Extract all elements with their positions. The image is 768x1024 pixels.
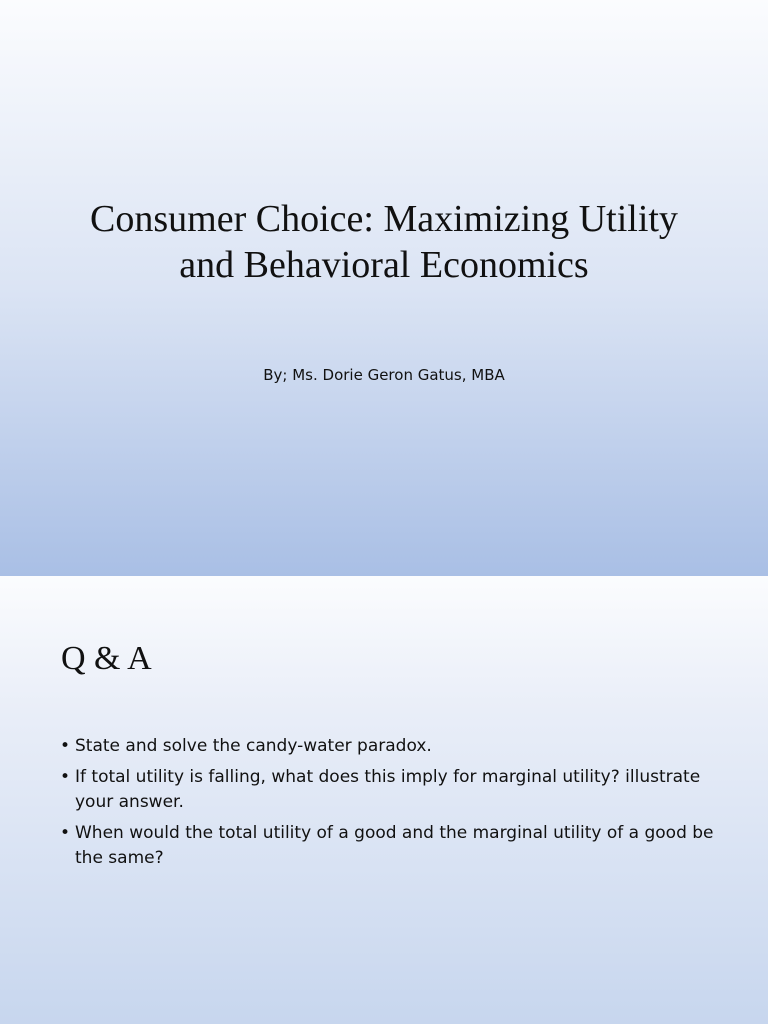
slide-title-line-1: Consumer Choice: Maximizing Utility — [90, 198, 678, 240]
bullet-dot-icon: • — [60, 767, 71, 787]
slide-subtitle: By; Ms. Dorie Geron Gatus, MBA — [263, 366, 505, 384]
slide-title — [20, 196, 748, 288]
bullet-dot-icon: • — [60, 736, 71, 756]
bullet-text: If total utility is falling, what does this imply for marginal utility? illustrate your answer. — [75, 767, 701, 812]
bullet-item — [60, 821, 720, 871]
bullet-item — [60, 765, 720, 815]
bullet-list — [60, 734, 720, 877]
bullet-dot-icon: • — [60, 823, 71, 843]
bullet-text: State and solve the candy-water paradox. — [75, 736, 432, 756]
qa-slide — [0, 576, 768, 1024]
slide-title-line-2: and Behavioral Economics — [179, 244, 589, 286]
bullet-text: When would the total utility of a good and the marginal utility of a good be the same? — [75, 823, 714, 868]
bullet-item — [60, 734, 720, 759]
qa-title: Q & A — [61, 640, 152, 677]
